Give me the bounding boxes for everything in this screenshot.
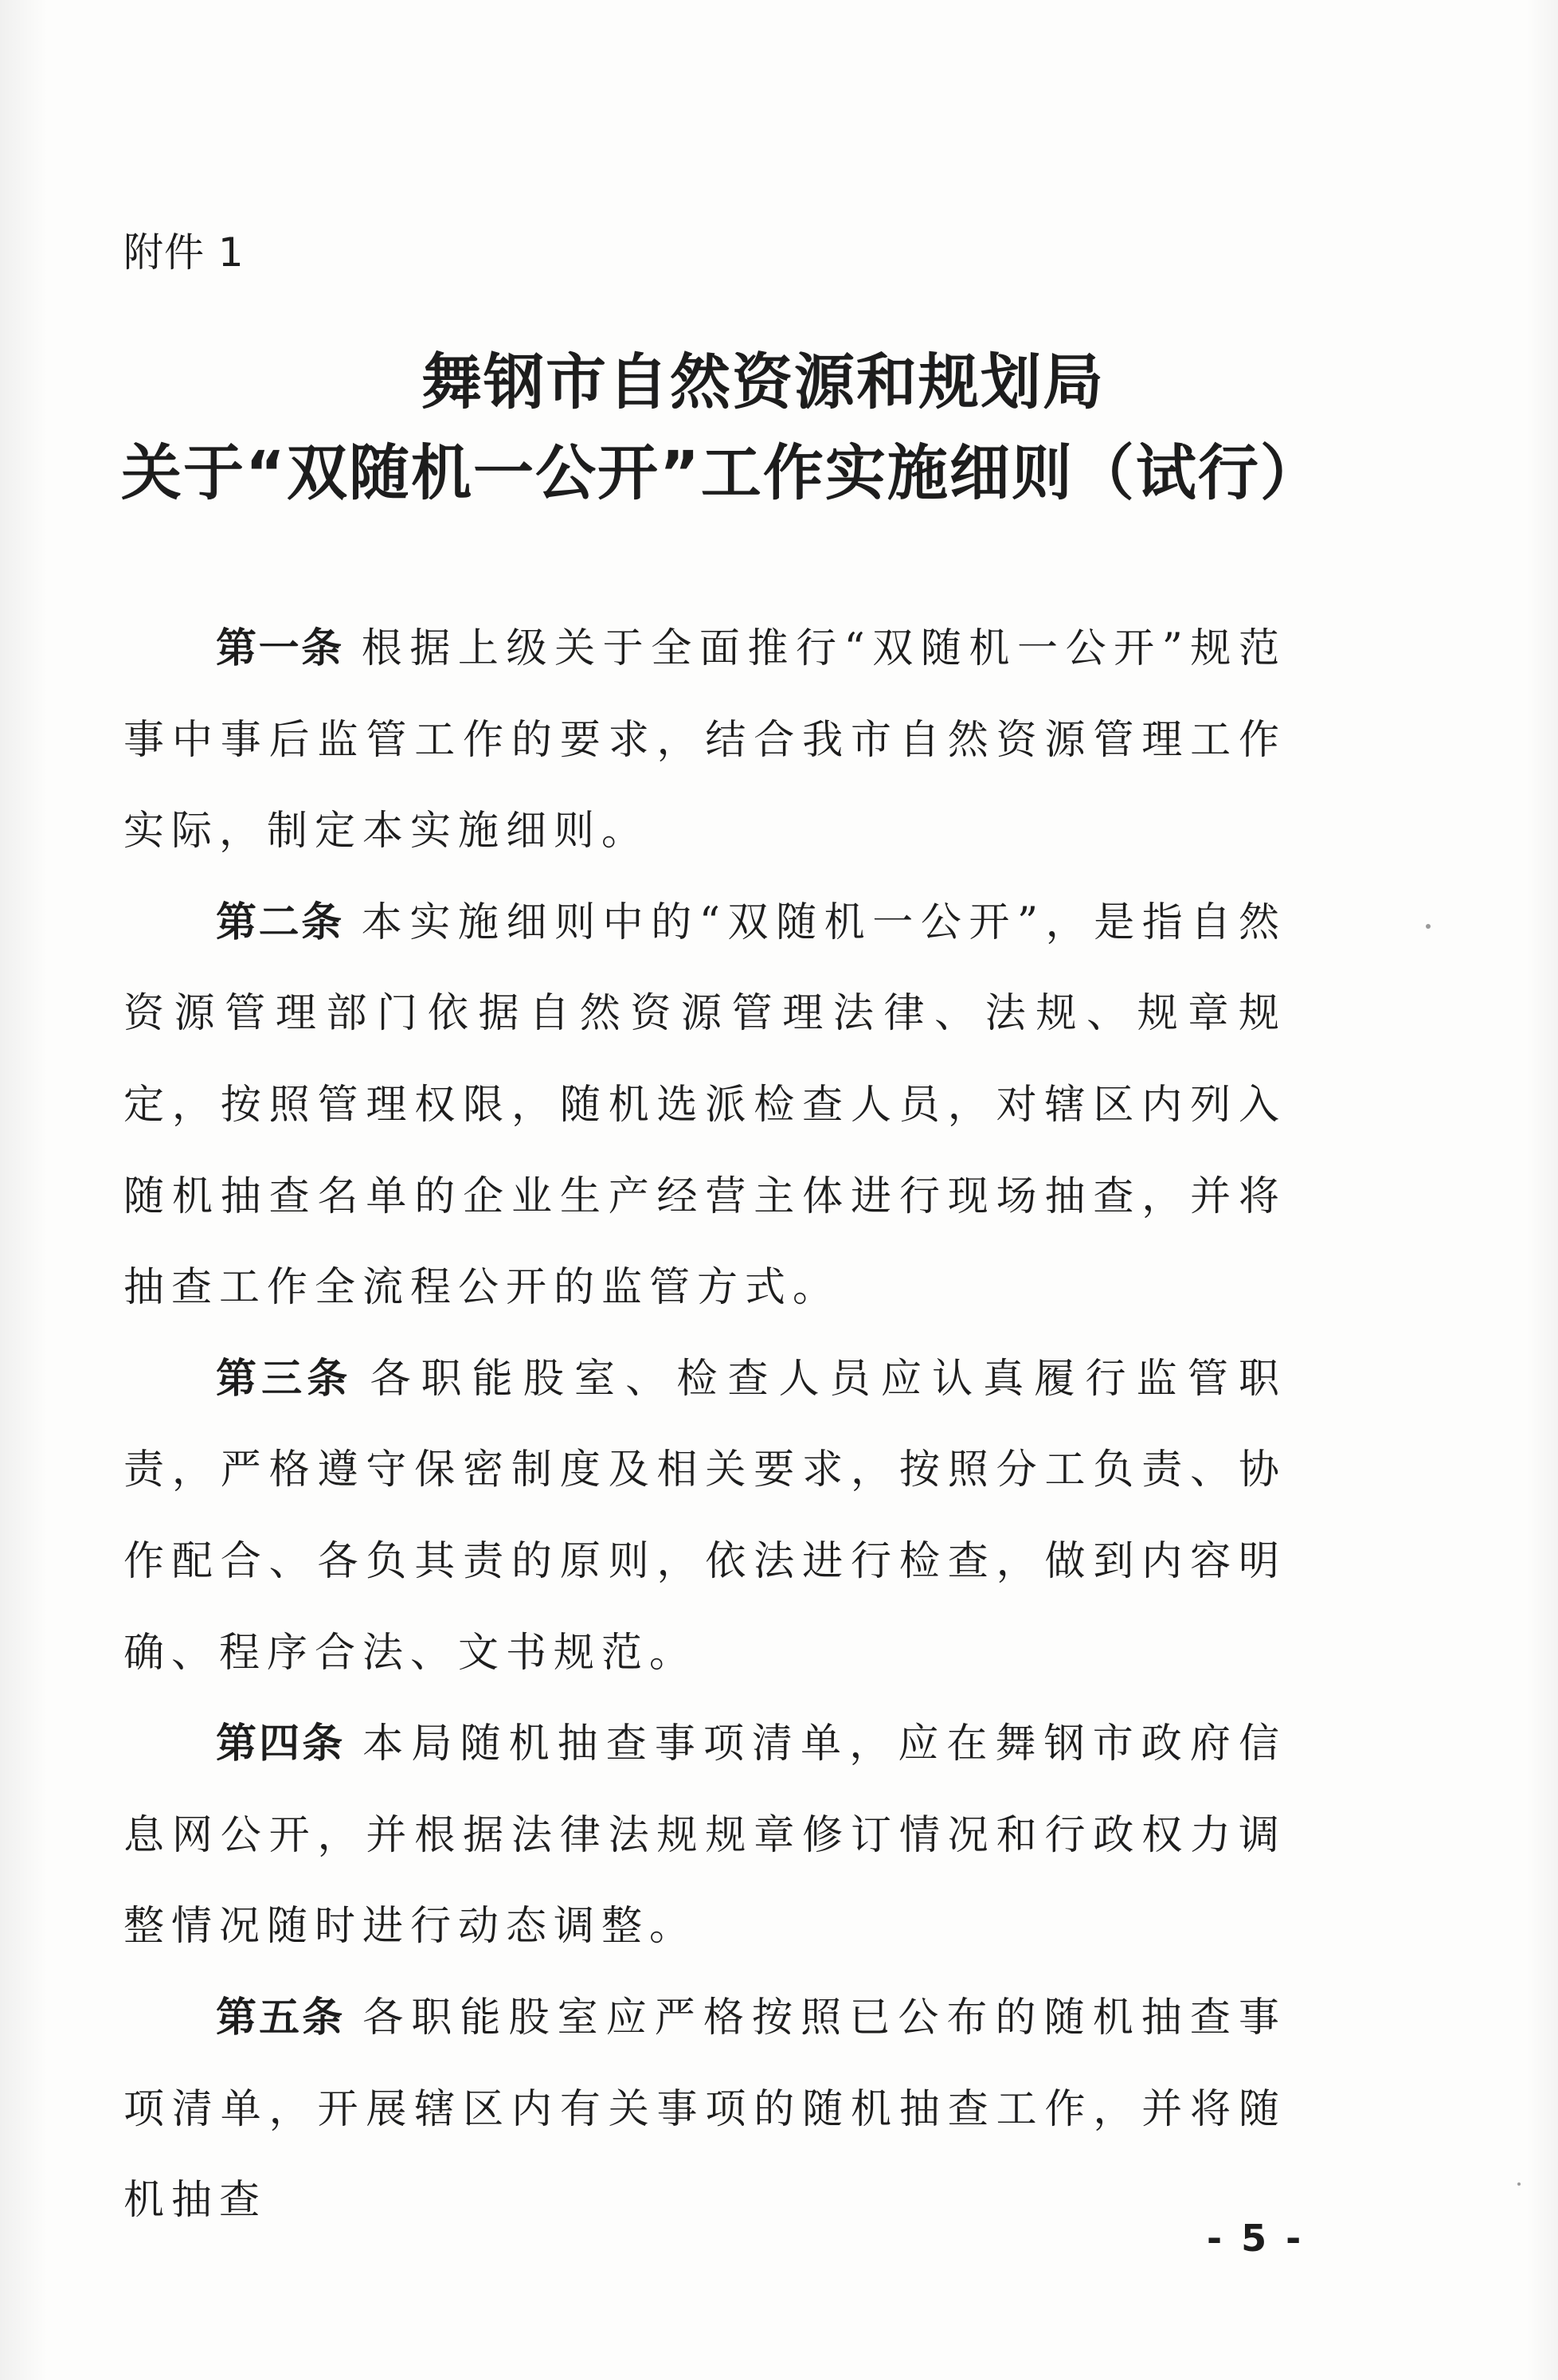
page-number: - 5 - <box>1207 2217 1305 2260</box>
article-3-text: 各职能股室、检查人员应认真履行监管职责，严格遵守保密制度及相关要求，按照分工负责、协作配合、各负其责的原则，依法进行检查，做到内容明确、程序合法、文书规范。 <box>123 1355 1286 1677</box>
article-2-text: 本实施细则中的“双随机一公开”，是指自然资源管理部门依据自然资源管理法律、法规、规章规定，按照管理权限，随机选派检查人员，对辖区内列入随机抽查名单的企业生产经营主体进行现场抽查，并将抽查工作全流程公开的监管方式。 <box>123 898 1286 1312</box>
scan-speck <box>1517 2182 1521 2186</box>
article-2 <box>123 878 1286 1334</box>
article-2-label: 第二条 <box>216 898 344 946</box>
article-3-label: 第三条 <box>216 1355 353 1403</box>
article-4-label: 第四条 <box>216 1720 346 1768</box>
article-1 <box>123 604 1286 878</box>
article-5 <box>123 1973 1286 2247</box>
article-4 <box>123 1699 1286 1973</box>
attachment-label: 附件 1 <box>123 229 245 276</box>
scan-speck <box>1426 924 1431 929</box>
article-3 <box>123 1334 1286 1699</box>
document-title-line-2: 关于“双随机一公开”工作实施细则（试行） <box>121 437 1322 508</box>
article-5-text: 各职能股室应严格按照已公布的随机抽查事项清单，开展辖区内有关事项的随机抽查工作，并将随机抽查 <box>123 1994 1286 2225</box>
article-5-label: 第五条 <box>216 1994 346 2041</box>
article-1-label: 第一条 <box>216 625 344 672</box>
article-4-text: 本局随机抽查事项清单，应在舞钢市政府信息网公开，并根据法律法规规章修订情况和行政权力调整情况随时进行动态调整。 <box>123 1720 1286 1951</box>
article-1-text: 根据上级关于全面推行“双随机一公开”规范事中事后监管工作的要求，结合我市自然资源管理工作实际，制定本实施细则。 <box>123 625 1286 855</box>
document-body <box>123 604 1286 2247</box>
document-title-line-1: 舞钢市自然资源和规划局 <box>421 346 1105 417</box>
